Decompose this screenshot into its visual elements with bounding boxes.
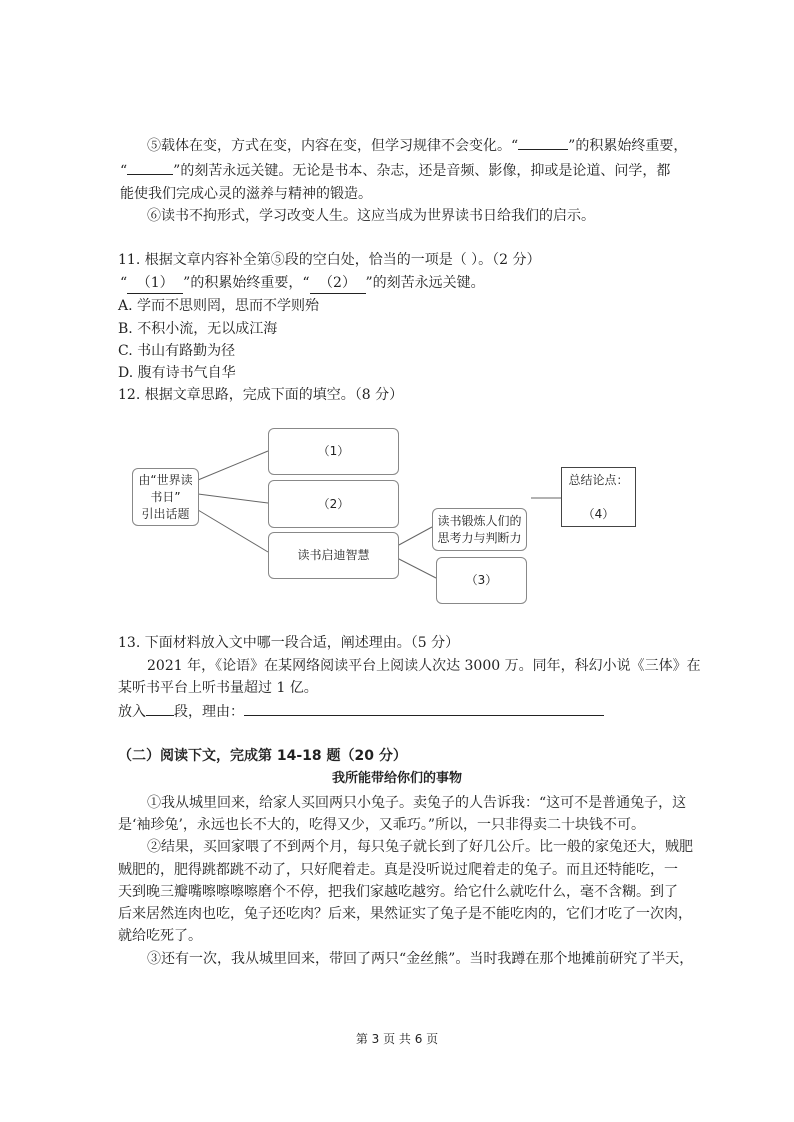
q11-option-b: B. 不积小流，无以成江海 xyxy=(118,321,278,337)
q13-paragraph-blank xyxy=(146,701,174,716)
q13-material-line1: 2021 年，《论语》在某网络阅读平台上阅读人次达 3000 万。同年，科幻小说《三体》在 xyxy=(147,658,701,674)
section2-line: 贼肥的，肥得跳都跳不动了，只好爬着走。真是没听说过爬着走的兔子。而且还特能吃，一 xyxy=(118,862,678,878)
page-footer: 第 3 页 共 6 页 xyxy=(355,1032,439,1046)
q13-material-line2: 某听书平台上听书量超过 1 亿。 xyxy=(118,680,318,696)
diagram-conclusion-box xyxy=(561,467,636,527)
diagram-conclusion-line1: 总结论点： xyxy=(568,472,629,487)
diagram-branch-3 xyxy=(268,532,399,579)
q13-answer-label-a: 放入 xyxy=(118,704,146,720)
diagram-root-line1: 由“世界读书日” xyxy=(138,472,193,504)
passage-p6-line1: ⑥读书不拘形式，学习改变人生。这应当成为世界读书日给我们的启示。 xyxy=(147,208,595,224)
q11-option-d: D. 腹有诗书气自华 xyxy=(118,365,236,381)
diagram-sub-1-line1: 读书锻炼人们的 xyxy=(437,513,522,528)
q11-option-c: C. 书山有路勤为径 xyxy=(118,343,236,359)
p5-text-d: ”的刻苦永远关键。无论是书本、杂志，还是音频、影像，抑或是论道、问学，都 xyxy=(173,163,671,179)
diagram-sub-2-label: （3） xyxy=(465,573,498,587)
section2-title: 我所能带给你们的事物 xyxy=(331,771,462,786)
section2-line: 天到晚三瓣嘴嚓嚓嚓嚓磨个不停，把我们家越吃越穷。给它什么就吃什么，毫不含糊。到了 xyxy=(118,884,678,900)
q11-blank-1: （1） xyxy=(127,273,183,294)
section2-heading: （二）阅读下文，完成第 14-18 题（20 分） xyxy=(118,748,407,764)
section2-line: ②结果，买回家喂了不到两个月，每只兔子就长到了好几公斤。比一般的家兔还大，贼肥 xyxy=(147,839,693,855)
p5-text-b: ”的积累始终重要， xyxy=(568,138,688,154)
section2-line: ①我从城里回来，给家人买回两只小兔子。卖兔子的人告诉我：“这可不是普通兔子，这 xyxy=(147,795,687,811)
diagram-branch-2 xyxy=(268,480,399,528)
diagram-conclusion-line2: （4） xyxy=(582,506,615,521)
q13-answer-label-b: 段，理由： xyxy=(174,704,244,720)
q11-fill-b: ”的积累始终重要，“ xyxy=(183,275,310,291)
q11-option-a: A. 学而不思则罔，思而不学则殆 xyxy=(118,298,320,314)
q11-stem: 11. 根据文章内容补全第⑤段的空白处，恰当的一项是（ ）。（2 分） xyxy=(118,252,541,268)
q12-stem: 12. 根据文章思路，完成下面的填空。（8 分） xyxy=(118,387,404,403)
section2-line: ③还有一次，我从城里回来，带回了两只“金丝熊”。当时我蹲在那个地摊前研究了半天， xyxy=(147,951,694,967)
diagram-sub-1 xyxy=(432,508,527,551)
q13-stem: 13. 下面材料放入文中哪一段合适，阐述理由。（5 分） xyxy=(118,635,460,651)
diagram-sub-2 xyxy=(436,557,527,604)
diagram-branch-1 xyxy=(268,428,399,475)
p5-text-c: “ xyxy=(120,163,128,179)
diagram-branch-2-label: （2） xyxy=(317,496,350,511)
q11-fill-c: ”的刻苦永远关键。 xyxy=(365,275,485,291)
diagram-root-line2: 引出话题 xyxy=(141,506,190,521)
section2-line: 后来居然连肉也吃，兔子还吃肉？后来，果然证实了兔子是不能吃肉的，它们才吃了一次肉， xyxy=(118,906,692,922)
q11-fill-a: “ xyxy=(120,275,128,291)
diagram-branch-3-label: 读书启迪智慧 xyxy=(297,548,370,562)
section2-line: 是‘袖珍兔’，永远也长不大的，吃得又少，又乖巧。”所以，一只非得卖二十块钱不可。 xyxy=(118,817,646,833)
diagram-sub-1-line2: 思考力与判断力 xyxy=(437,530,522,545)
p5-text-a: ⑤载体在变，方式在变，内容在变，但学习规律不会变化。“ xyxy=(147,138,519,154)
q11-blank-2: （2） xyxy=(310,273,366,294)
diagram-root-box xyxy=(132,468,199,526)
q13-reason-blank xyxy=(244,701,604,716)
passage-p5-line3: 能使我们完成心灵的滋养与精神的锻造。 xyxy=(120,186,372,202)
q13-answer-line xyxy=(118,701,604,722)
section2-line: 就给吃死了。 xyxy=(118,928,202,944)
diagram-branch-1-label: （1） xyxy=(317,444,350,458)
